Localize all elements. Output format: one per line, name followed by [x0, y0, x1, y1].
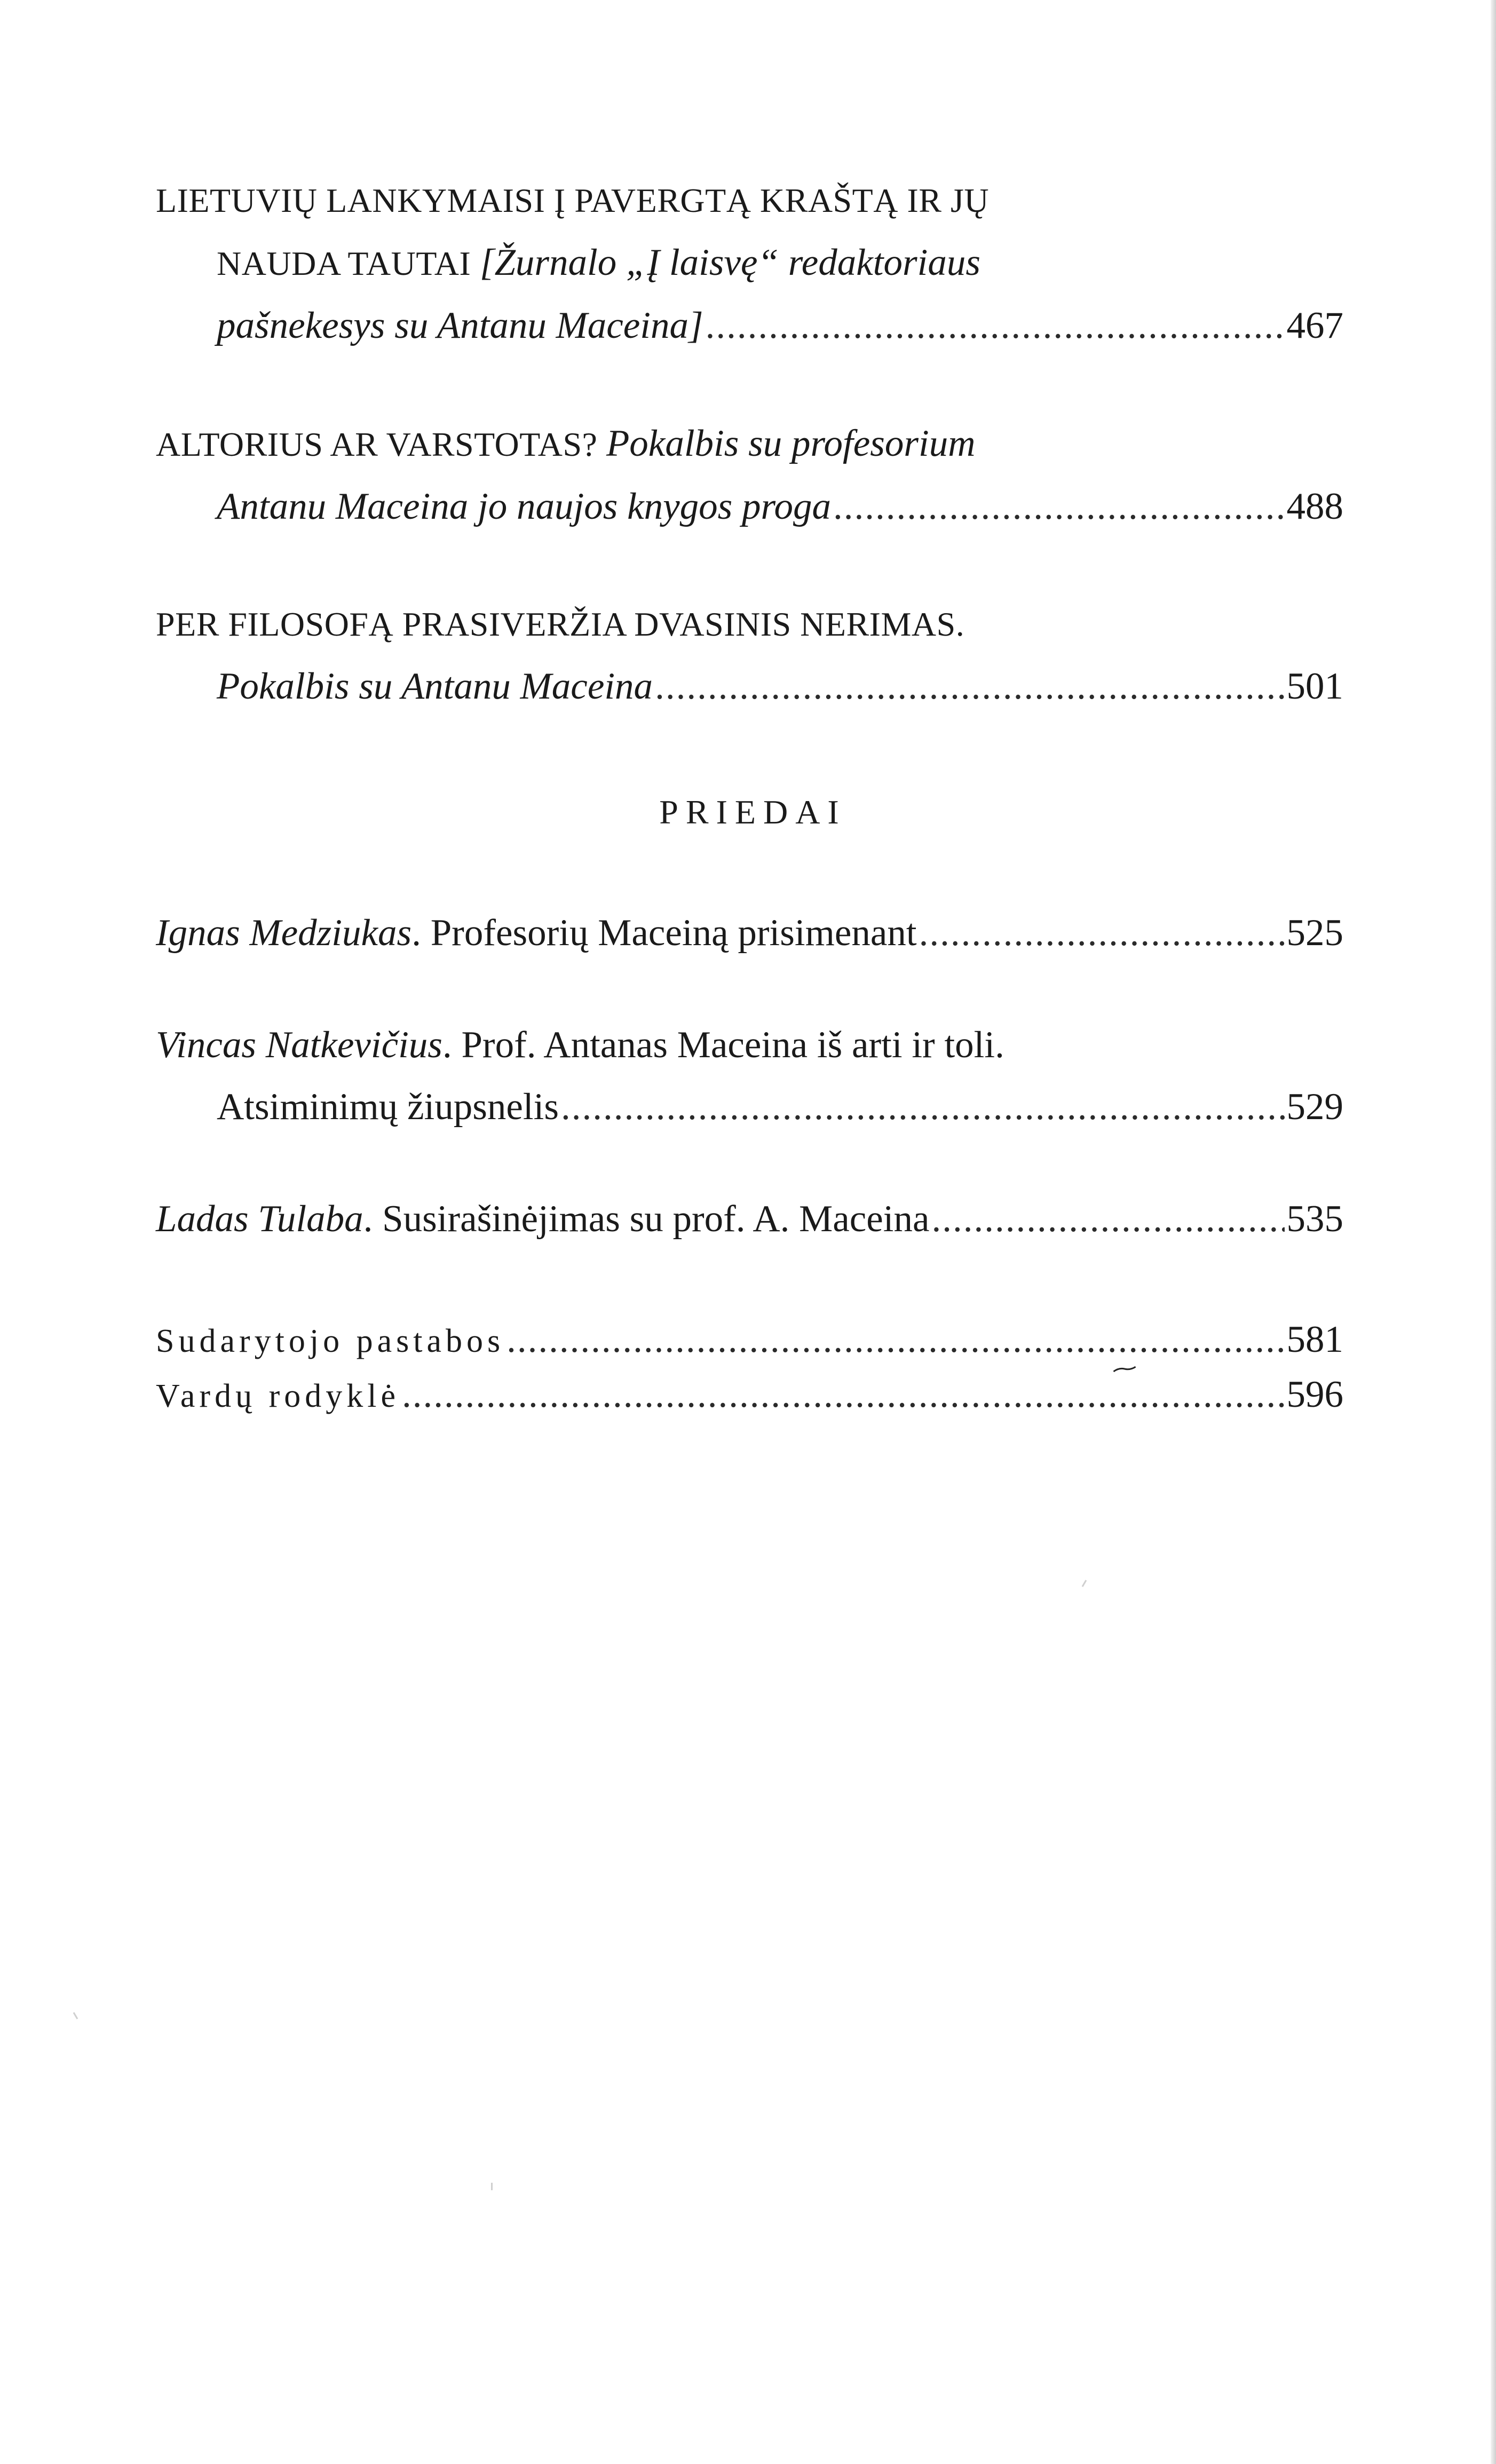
appendix-entry-1-text	[156, 902, 917, 964]
appendix-entry-2-title-end: Atsiminimų žiupsnelis	[217, 1086, 559, 1128]
appendix-entry-2-author: Vincas Natkevičius	[156, 1024, 442, 1066]
appendix-entry-1-page: 525	[1286, 912, 1343, 954]
toc-entry-2-page: 488	[1286, 486, 1343, 527]
toc-entry-1-line-1: LIETUVIŲ LANKYMAISI Į PAVERGTĄ KRAŠTĄ IR JŲ	[156, 181, 990, 219]
toc-entry-1-line-3	[156, 295, 1343, 356]
end-entry-index-page: 596	[1286, 1374, 1343, 1415]
appendix-entry-2-title: . Prof. Antanas Maceina iš arti ir toli.	[442, 1024, 1004, 1066]
toc-entry-2-line-1-caps: ALTORIUS AR VARSTOTAS?	[156, 425, 606, 463]
page-edge-shadow	[1491, 0, 1496, 2464]
toc-entry-3-line-1: PER FILOSOFĄ PRASIVERŽIA DVASINIS NERIMAS.	[156, 605, 965, 643]
toc-entry-2-line-1-italic: Pokalbis su profesorium	[606, 423, 976, 464]
toc-entry-3-page: 501	[1286, 665, 1343, 707]
toc-entry-1-title-end: pašnekesys su Antanu Maceina]	[217, 305, 703, 346]
appendix-entry-2-line-2	[156, 1076, 1343, 1138]
toc-entry-1-page: 467	[1286, 305, 1343, 346]
dot-leader	[655, 655, 1284, 717]
end-entry-index-title: Vardų rodyklė	[156, 1378, 400, 1414]
end-entries	[156, 1313, 1343, 1423]
scan-speck	[1082, 1580, 1087, 1587]
dot-leader	[932, 1188, 1285, 1250]
appendix-entry-3-page: 535	[1286, 1198, 1343, 1240]
dot-leader	[561, 1076, 1285, 1138]
toc-entry-3-title-end: Pokalbis su Antanu Maceina	[217, 665, 653, 707]
dot-leader	[919, 902, 1285, 964]
toc-entry-2-line-2	[156, 476, 1343, 537]
appendix-entry-2	[156, 1014, 1343, 1138]
appendix-entry-2-page: 529	[1286, 1086, 1343, 1128]
appendix-entry-3-author: Ladas Tulaba	[156, 1198, 363, 1240]
appendix-entry-3-title: . Susirašinėjimas su prof. A. Maceina	[363, 1198, 930, 1240]
appendix-entry-1-author: Ignas Medziukas	[156, 912, 412, 954]
appendix-entry-3	[156, 1188, 1343, 1250]
appendix-entry-1	[156, 902, 1343, 964]
scan-speck	[73, 2012, 78, 2019]
dot-leader	[506, 1313, 1284, 1366]
dot-leader	[833, 476, 1285, 537]
appendix-entry-2-line-1	[156, 1014, 1343, 1076]
appendix-entry-1-line	[156, 902, 1343, 964]
end-entry-index	[156, 1368, 1343, 1423]
toc-entry-2-title-end: Antanu Maceina jo naujos knygos proga	[217, 486, 831, 527]
toc-entry-3-line-2	[156, 655, 1343, 717]
end-entry-notes-title: Sudarytojo pastabos	[156, 1323, 505, 1359]
appendix-entry-3-text	[156, 1188, 930, 1250]
toc-entry-2	[156, 413, 1343, 537]
toc-entry-1-line-2	[156, 232, 1343, 295]
table-of-contents	[156, 170, 1343, 1423]
dot-leader	[402, 1368, 1285, 1421]
scan-speck	[491, 2183, 493, 2190]
toc-entry-1-line-2-italic: [Žurnalo „Į laisvę“ redaktoriaus	[479, 242, 980, 283]
toc-entry-1-line-2-caps: NAUDA TAUTAI	[217, 244, 480, 282]
appendix-entry-3-line	[156, 1188, 1343, 1250]
dot-leader	[706, 295, 1285, 356]
toc-entry-1	[156, 170, 1343, 356]
end-entry-notes-page: 581	[1286, 1319, 1343, 1360]
toc-entry-2-line-1	[156, 413, 1343, 476]
appendix-entry-1-title: . Profesorių Maceiną prisimenant	[411, 912, 917, 954]
end-entry-notes	[156, 1313, 1343, 1368]
toc-entry-3	[156, 593, 1343, 717]
section-title-priedai: PRIEDAI	[659, 793, 846, 831]
